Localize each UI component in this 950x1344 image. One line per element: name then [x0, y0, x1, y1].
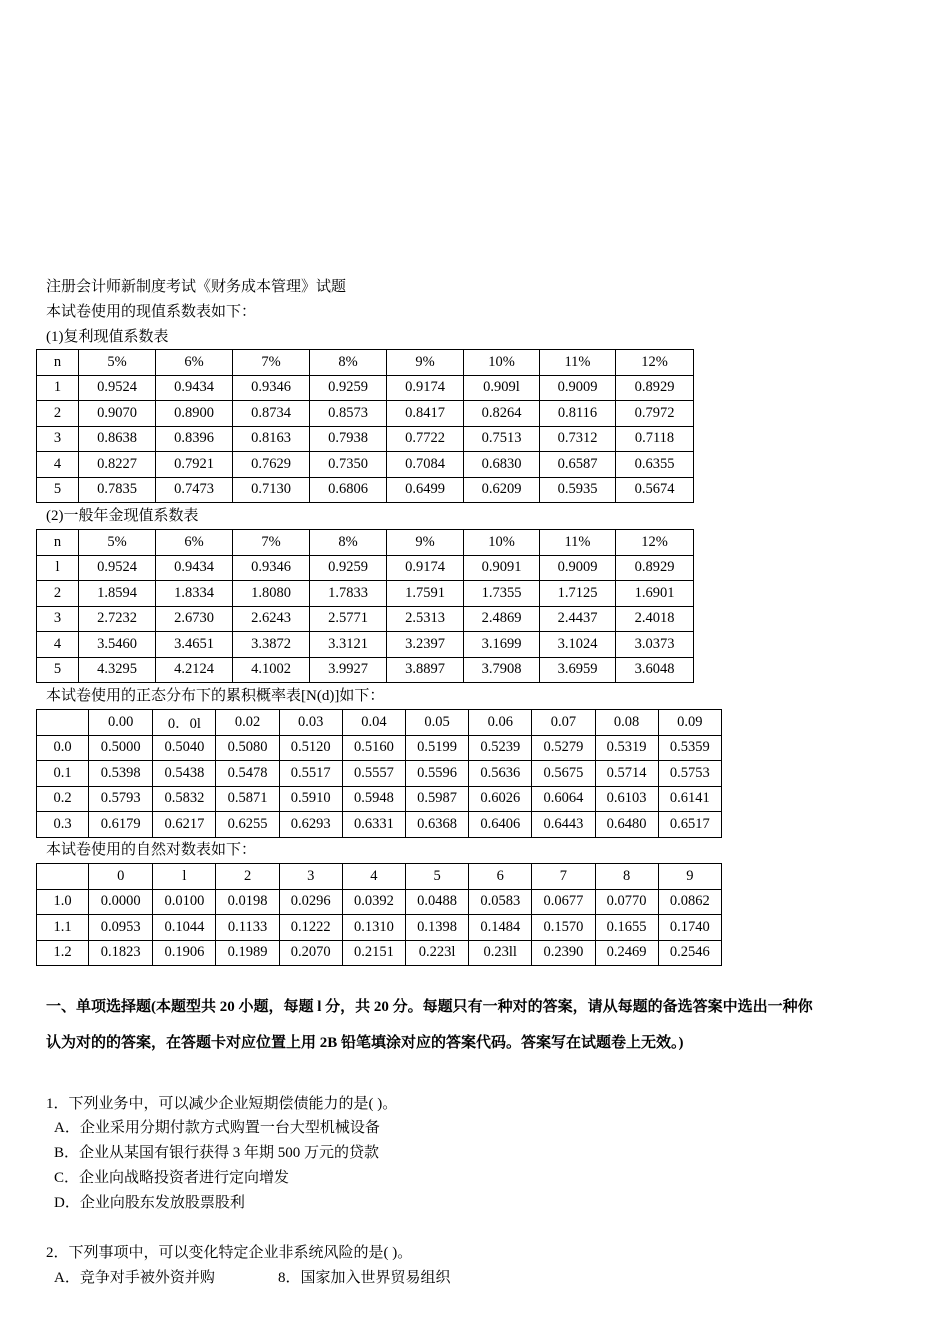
table-cell: 0.2390: [532, 940, 595, 966]
natural-log-table: [36, 863, 722, 966]
table-cell: 0.7130: [233, 477, 310, 503]
table-cell: 0.9259: [310, 375, 387, 401]
table-cell: 0.1133: [216, 915, 279, 941]
table-cell: 3: [279, 864, 342, 890]
table-cell: 0.1044: [153, 915, 216, 941]
table-cell: 1.7125: [540, 581, 616, 607]
table-cell: 3.8897: [387, 657, 464, 683]
table-cell: 0.8163: [233, 426, 310, 452]
table-cell: 3: [37, 426, 79, 452]
table-cell: 2: [37, 581, 79, 607]
table-cell: 0.06: [469, 710, 532, 736]
table-cell: 2.6243: [233, 606, 310, 632]
table-row: [37, 812, 722, 838]
table-cell: 3.4651: [156, 632, 233, 658]
table-header-row: [37, 530, 694, 556]
table-cell: 0.8573: [310, 401, 387, 427]
table-cell: 0.5714: [595, 761, 658, 787]
question-1-option-c: C．企业向战略投资者进行定向增发: [54, 1170, 290, 1186]
table-cell: 0.909l: [464, 375, 540, 401]
table-cell: 0.2469: [595, 940, 658, 966]
table-cell: 0.6806: [310, 477, 387, 503]
table-cell: 0.7118: [616, 426, 694, 452]
table-cell: 0.7938: [310, 426, 387, 452]
table-cell: 0．0l: [153, 710, 216, 736]
table-cell: 2: [216, 864, 279, 890]
table-cell: 0.9009: [540, 375, 616, 401]
table-cell: 0.8396: [156, 426, 233, 452]
table-cell: 0.6064: [532, 786, 595, 812]
table-cell: 0.7722: [387, 426, 464, 452]
table-cell: 0.6179: [89, 812, 153, 838]
table-cell: 0.6355: [616, 452, 694, 478]
table-cell: 0.6141: [658, 786, 721, 812]
table-cell: 0.5398: [89, 761, 153, 787]
table-cell: 0.0770: [595, 889, 658, 915]
table-cell: 4.2124: [156, 657, 233, 683]
ln-table-caption: 本试卷使用的自然对数表如下：: [46, 842, 257, 858]
table-cell: 0.5517: [279, 761, 342, 787]
table-cell: 1.6901: [616, 581, 694, 607]
table-cell: 0.08: [595, 710, 658, 736]
table-cell: 0.5871: [216, 786, 279, 812]
table-cell: 0.1398: [406, 915, 469, 941]
table-cell: 0.7084: [387, 452, 464, 478]
table-cell: 1.8334: [156, 581, 233, 607]
table-cell: 0.9070: [79, 401, 156, 427]
table-cell: 0.5987: [406, 786, 469, 812]
table-cell: l: [37, 555, 79, 581]
table-cell: 0.09: [658, 710, 721, 736]
table-row: [37, 632, 694, 658]
table-cell: 0.1906: [153, 940, 216, 966]
table-cell: 0.5359: [658, 735, 721, 761]
table-cell: 0.0100: [153, 889, 216, 915]
table-cell: 0.5557: [342, 761, 405, 787]
table-cell: 5%: [79, 350, 156, 376]
document-title: 注册会计师新制度考试《财务成本管理》试题: [46, 279, 347, 295]
table-cell: 3.2397: [387, 632, 464, 658]
table-cell: 0.8929: [616, 375, 694, 401]
table-cell: 0.00: [89, 710, 153, 736]
table-cell: 6: [469, 864, 532, 890]
table-cell: 0.7835: [79, 477, 156, 503]
table-cell: 3.7908: [464, 657, 540, 683]
question-1-stem: 1．下列业务中，可以减少企业短期偿债能力的是( )。: [46, 1096, 398, 1112]
table-cell: 0.2546: [658, 940, 721, 966]
table-cell: 0.5199: [406, 735, 469, 761]
table-row: [37, 940, 722, 966]
table-cell: 0.6499: [387, 477, 464, 503]
table-cell: 0.05: [406, 710, 469, 736]
table-cell: 3.1699: [464, 632, 540, 658]
table-cell: 3: [37, 606, 79, 632]
compound-pv-table: [36, 349, 694, 503]
table-cell: 0.1310: [342, 915, 405, 941]
table-cell: 3.6959: [540, 657, 616, 683]
table-cell: 2.5771: [310, 606, 387, 632]
table-cell: 11%: [540, 350, 616, 376]
tables-intro: 本试卷使用的现值系数表如下：: [46, 304, 257, 320]
question-2-stem: 2．下列事项中，可以变化特定企业非系统风险的是( )。: [46, 1245, 413, 1261]
table-cell: [37, 710, 89, 736]
table-cell: 3.5460: [79, 632, 156, 658]
table-cell: 0.5675: [532, 761, 595, 787]
normal-table-caption: 本试卷使用的正态分布下的累积概率表[N(d)]如下：: [46, 688, 385, 704]
table-row: [37, 606, 694, 632]
question-2-option-b: 8．国家加入世界贸易组织: [278, 1270, 451, 1286]
table-cell: 0.0488: [406, 889, 469, 915]
table-cell: 0.0198: [216, 889, 279, 915]
table-cell: 0.23ll: [469, 940, 532, 966]
table-header-row: [37, 350, 694, 376]
table-cell: 0.6406: [469, 812, 532, 838]
table-cell: 4.3295: [79, 657, 156, 683]
table-cell: 0.7921: [156, 452, 233, 478]
table-row: [37, 581, 694, 607]
question-1-option-a: A．企业采用分期付款方式购置一台大型机械设备: [54, 1120, 380, 1136]
table-cell: 0.0392: [342, 889, 405, 915]
table-cell: 5: [37, 477, 79, 503]
table-cell: 0.9259: [310, 555, 387, 581]
table-cell: 1.1: [37, 915, 89, 941]
table-cell: 2.4869: [464, 606, 540, 632]
normal-distribution-table: [36, 709, 722, 838]
table-cell: 0.5000: [89, 735, 153, 761]
table-cell: 0.3: [37, 812, 89, 838]
table-cell: 0.6209: [464, 477, 540, 503]
table-cell: 1: [37, 375, 79, 401]
table-cell: 0.9174: [387, 555, 464, 581]
table-row: [37, 426, 694, 452]
table-cell: 0.07: [532, 710, 595, 736]
table-row: [37, 735, 722, 761]
table-cell: 0.1823: [89, 940, 153, 966]
table-cell: 0.9009: [540, 555, 616, 581]
table-cell: 7: [532, 864, 595, 890]
table-cell: 4: [342, 864, 405, 890]
table-cell: 0.8734: [233, 401, 310, 427]
table-row: [37, 657, 694, 683]
table-cell: 4: [37, 452, 79, 478]
section-heading-line2: 认为对的的答案，在答题卡对应位置上用 2B 铅笔填涂对应的答案代码。答案写在试题卷上无效。): [46, 1035, 684, 1051]
table-cell: n: [37, 350, 79, 376]
table-cell: 3.0373: [616, 632, 694, 658]
table-cell: 10%: [464, 530, 540, 556]
table-cell: 0.1989: [216, 940, 279, 966]
table-cell: 2.4437: [540, 606, 616, 632]
table-cell: 0.1655: [595, 915, 658, 941]
table-cell: 0.2070: [279, 940, 342, 966]
table-cell: 0.5160: [342, 735, 405, 761]
table-cell: 0.9174: [387, 375, 464, 401]
table-cell: 8%: [310, 350, 387, 376]
table-cell: 1.7355: [464, 581, 540, 607]
table-cell: 0.9434: [156, 555, 233, 581]
table-cell: 0.8929: [616, 555, 694, 581]
table-cell: 0.7513: [464, 426, 540, 452]
table-cell: 0.1: [37, 761, 89, 787]
table-cell: l: [153, 864, 216, 890]
table-cell: 0.0953: [89, 915, 153, 941]
table-row: [37, 915, 722, 941]
table-cell: 0.7972: [616, 401, 694, 427]
table-header-row: [37, 864, 722, 890]
table-cell: 7%: [233, 530, 310, 556]
table-cell: 0.6443: [532, 812, 595, 838]
table-cell: 0.8417: [387, 401, 464, 427]
table-cell: 1.0: [37, 889, 89, 915]
table-cell: 4: [37, 632, 79, 658]
table-cell: 0.8227: [79, 452, 156, 478]
table-cell: 6%: [156, 350, 233, 376]
table-cell: 0.9346: [233, 375, 310, 401]
table-cell: 2.4018: [616, 606, 694, 632]
table-cell: 0.7473: [156, 477, 233, 503]
table-cell: 0.1222: [279, 915, 342, 941]
table-cell: 6%: [156, 530, 233, 556]
table-cell: 0.1484: [469, 915, 532, 941]
table-cell: 0.8264: [464, 401, 540, 427]
table-cell: 0.7350: [310, 452, 387, 478]
table-cell: 0.5753: [658, 761, 721, 787]
table-cell: 5: [37, 657, 79, 683]
table-cell: 0.2151: [342, 940, 405, 966]
table-cell: 0.9346: [233, 555, 310, 581]
table-cell: 4.1002: [233, 657, 310, 683]
table-cell: 0.6331: [342, 812, 405, 838]
table-cell: 7%: [233, 350, 310, 376]
table-cell: 0.7629: [233, 452, 310, 478]
table-cell: 1.7591: [387, 581, 464, 607]
table-row: [37, 452, 694, 478]
table-cell: 2.5313: [387, 606, 464, 632]
table-row: [37, 889, 722, 915]
table-row: [37, 477, 694, 503]
table-cell: 0.7312: [540, 426, 616, 452]
table-cell: 0.1740: [658, 915, 721, 941]
table-cell: 0.0: [37, 735, 89, 761]
table-cell: 12%: [616, 530, 694, 556]
table-cell: 11%: [540, 530, 616, 556]
table-cell: 0.0583: [469, 889, 532, 915]
table-cell: 0.6103: [595, 786, 658, 812]
table-cell: 0.8900: [156, 401, 233, 427]
table-cell: 0.9524: [79, 375, 156, 401]
table-cell: 0.6026: [469, 786, 532, 812]
table-cell: 0.6255: [216, 812, 279, 838]
table-cell: 8: [595, 864, 658, 890]
table-cell: 9%: [387, 350, 464, 376]
table-header-row: [37, 710, 722, 736]
table-cell: 0.5040: [153, 735, 216, 761]
table-cell: n: [37, 530, 79, 556]
table-cell: 5%: [79, 530, 156, 556]
table-cell: 12%: [616, 350, 694, 376]
table-cell: 0.8116: [540, 401, 616, 427]
table-cell: 2.7232: [79, 606, 156, 632]
table-cell: 1.8594: [79, 581, 156, 607]
table-cell: 0.5674: [616, 477, 694, 503]
table-cell: 0.6480: [595, 812, 658, 838]
table1-caption: (1)复利现值系数表: [46, 329, 169, 345]
table-cell: 0.02: [216, 710, 279, 736]
table-cell: 3.3872: [233, 632, 310, 658]
question-1-option-d: D．企业向股东发放股票股利: [54, 1195, 245, 1211]
table-cell: 0.5596: [406, 761, 469, 787]
table-row: [37, 761, 722, 787]
table-cell: 0.5438: [153, 761, 216, 787]
table-cell: 0.223l: [406, 940, 469, 966]
table-cell: 0.0862: [658, 889, 721, 915]
table-cell: 0.5636: [469, 761, 532, 787]
table-cell: 0.5935: [540, 477, 616, 503]
table-row: [37, 401, 694, 427]
table-row: [37, 375, 694, 401]
table-cell: 0.5120: [279, 735, 342, 761]
table-cell: 0.1570: [532, 915, 595, 941]
table-cell: 0.5279: [532, 735, 595, 761]
table-row: [37, 786, 722, 812]
table-cell: 3.3121: [310, 632, 387, 658]
question-1-option-b: B．企业从某国有银行获得 3 年期 500 万元的贷款: [54, 1145, 380, 1161]
table-cell: 0.6217: [153, 812, 216, 838]
table-cell: 0.8638: [79, 426, 156, 452]
table-cell: 0.5319: [595, 735, 658, 761]
table-cell: 3.6048: [616, 657, 694, 683]
table-cell: 0.9524: [79, 555, 156, 581]
section-heading-line1: 一、单项选择题(本题型共 20 小题，每题 l 分，共 20 分。每题只有一种对的答案，请从每题的备选答案中选出一种你: [46, 999, 813, 1015]
table-cell: 0.5478: [216, 761, 279, 787]
table-cell: 2.6730: [156, 606, 233, 632]
table-cell: 9: [658, 864, 721, 890]
table-cell: 8%: [310, 530, 387, 556]
table-cell: 0.6293: [279, 812, 342, 838]
table-cell: 0: [89, 864, 153, 890]
table-cell: 0.6830: [464, 452, 540, 478]
table-row: [37, 555, 694, 581]
table-cell: [37, 864, 89, 890]
table-cell: 0.03: [279, 710, 342, 736]
table-cell: 1.8080: [233, 581, 310, 607]
table-cell: 10%: [464, 350, 540, 376]
table-cell: 0.5832: [153, 786, 216, 812]
table-cell: 0.0296: [279, 889, 342, 915]
table-cell: 1.2: [37, 940, 89, 966]
table-cell: 0.6517: [658, 812, 721, 838]
table-cell: 1.7833: [310, 581, 387, 607]
table2-caption: (2)一般年金现值系数表: [46, 508, 199, 524]
table-cell: 0.5080: [216, 735, 279, 761]
table-cell: 9%: [387, 530, 464, 556]
table-cell: 0.5948: [342, 786, 405, 812]
table-cell: 0.5239: [469, 735, 532, 761]
table-cell: 0.6368: [406, 812, 469, 838]
table-cell: 0.5793: [89, 786, 153, 812]
table-cell: 0.9434: [156, 375, 233, 401]
annuity-pv-table: [36, 529, 694, 683]
table-cell: 0.6587: [540, 452, 616, 478]
question-2-option-a: A．竞争对手被外资并购: [54, 1270, 215, 1286]
table-cell: 0.2: [37, 786, 89, 812]
table-cell: 0.9091: [464, 555, 540, 581]
table-cell: 0.0677: [532, 889, 595, 915]
table-cell: 0.04: [342, 710, 405, 736]
table-cell: 5: [406, 864, 469, 890]
table-cell: 0.0000: [89, 889, 153, 915]
table-cell: 3.1024: [540, 632, 616, 658]
table-cell: 2: [37, 401, 79, 427]
table-cell: 3.9927: [310, 657, 387, 683]
table-cell: 0.5910: [279, 786, 342, 812]
